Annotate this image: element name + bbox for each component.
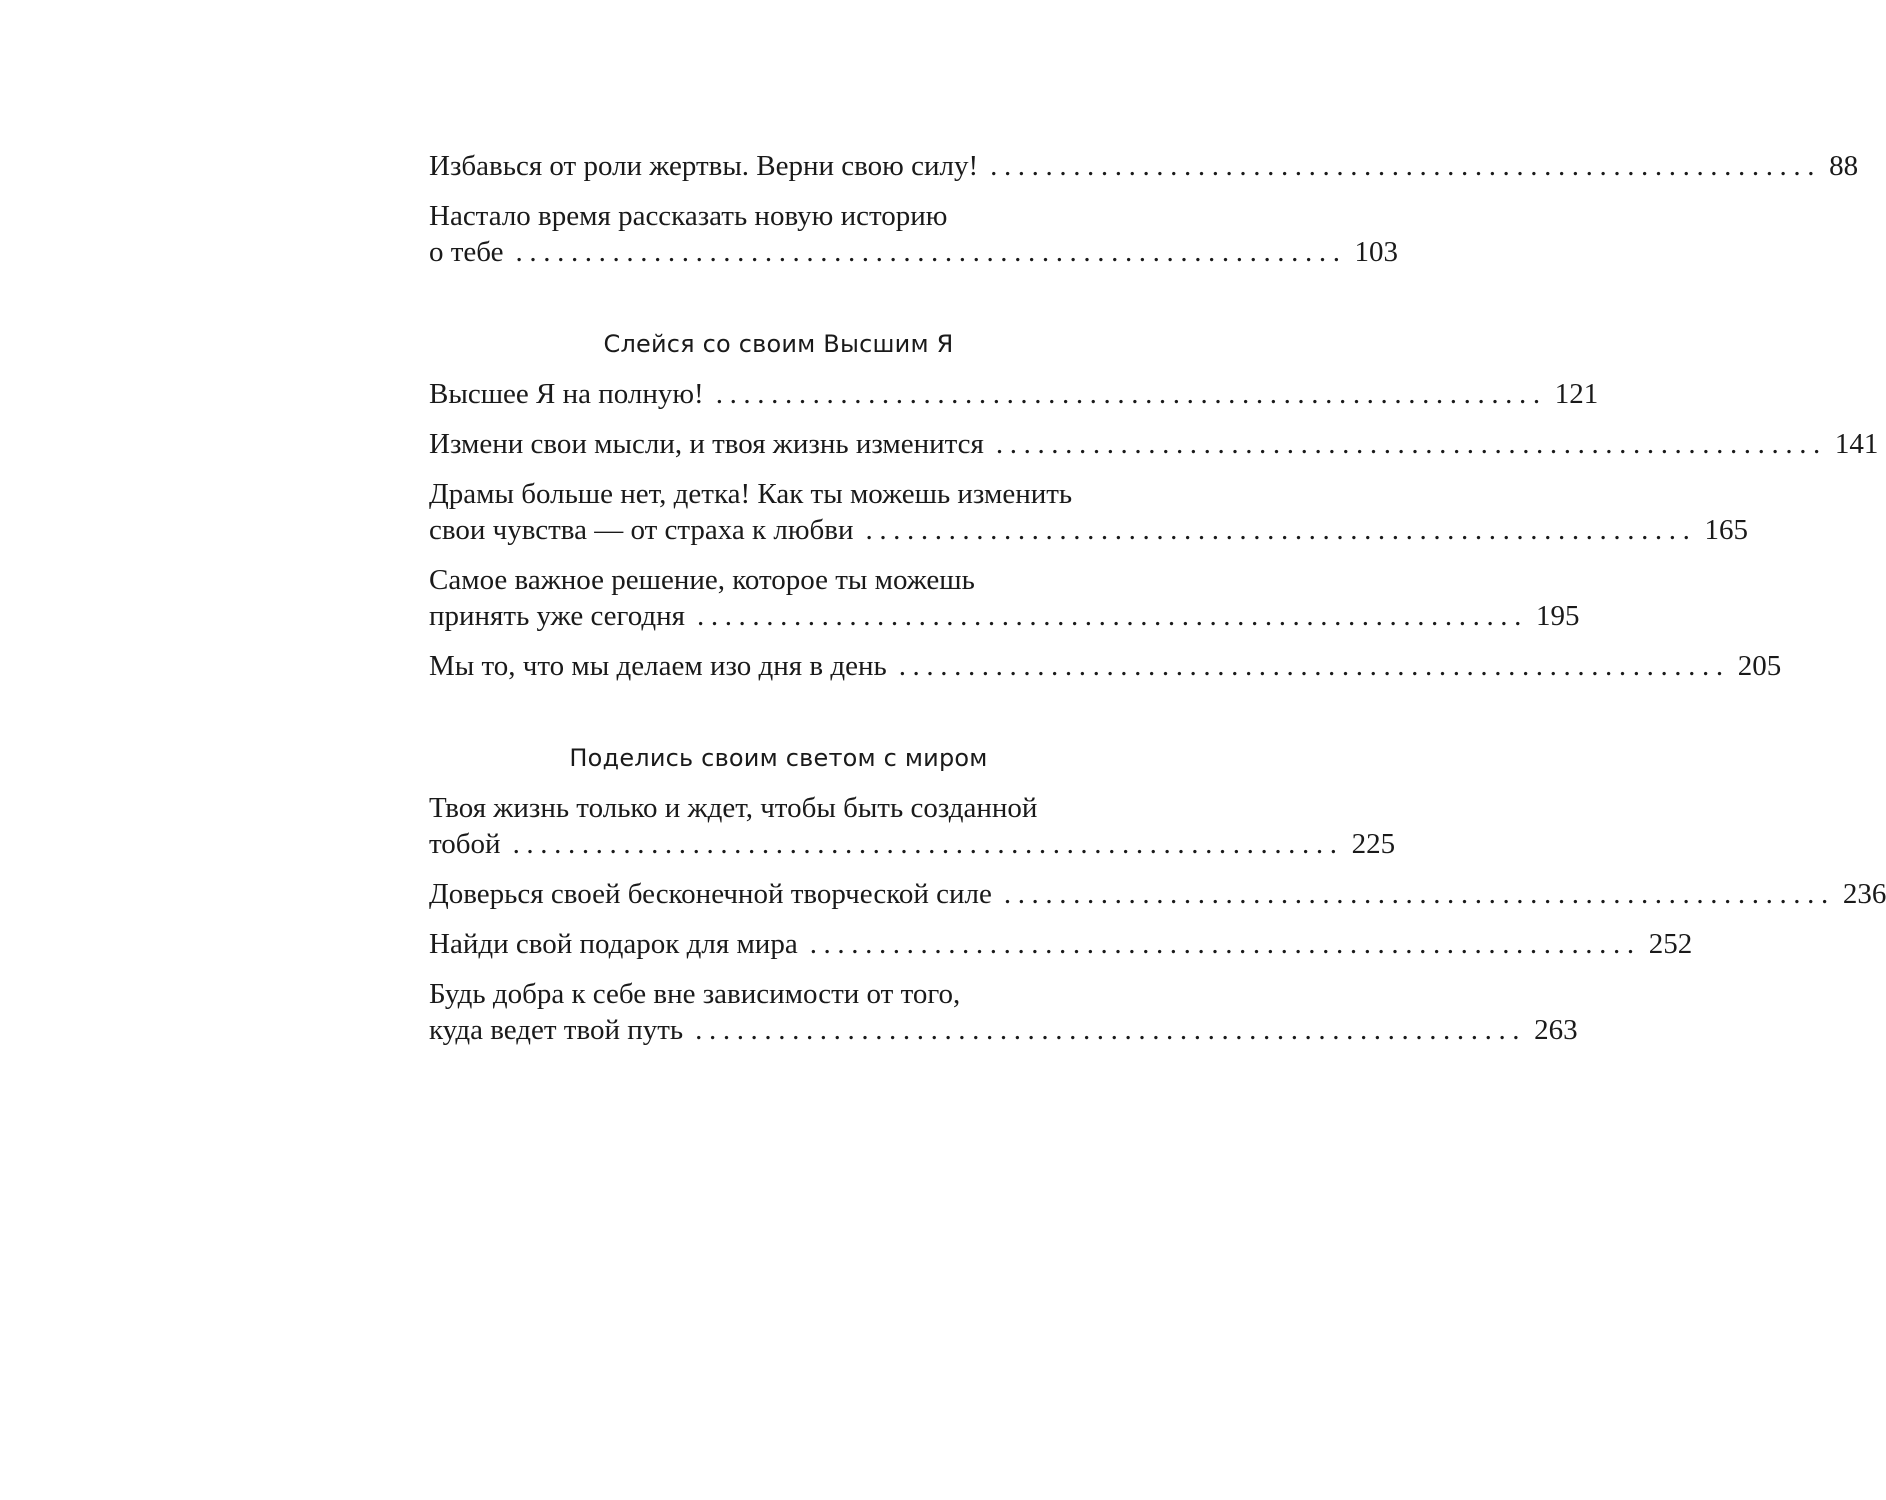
toc-page-number: 236 bbox=[1842, 878, 1886, 910]
toc-entry bbox=[429, 198, 1399, 270]
toc-entry-last-line bbox=[429, 376, 1599, 412]
toc-entry-last-line bbox=[429, 598, 1580, 634]
toc-page-number: 141 bbox=[1834, 428, 1879, 460]
toc-entry-title: Избавься от роли жертвы. Верни свою силу! bbox=[429, 150, 979, 182]
toc-entry-title: Доверься своей бесконечной творческой силе bbox=[429, 878, 992, 910]
toc-entry bbox=[429, 148, 1859, 184]
toc-entry-title: Мы то, что мы делаем изо дня в день bbox=[429, 650, 887, 682]
toc-entry-title: принять уже сегодня bbox=[429, 600, 685, 632]
toc-entry-title-line: Твоя жизнь только и ждет, чтобы быть созданной bbox=[429, 792, 1038, 824]
toc-entry bbox=[429, 790, 1396, 862]
dot-leader: ............................................................ bbox=[515, 236, 1347, 268]
dot-leader: ............................................................ bbox=[865, 514, 1697, 546]
toc-entry-last-line bbox=[429, 648, 1782, 684]
toc-entry-title: куда ведет твой путь bbox=[429, 1014, 684, 1046]
dot-leader: ............................................................ bbox=[715, 378, 1547, 410]
toc-entry-title: Найди свой подарок для мира bbox=[429, 928, 798, 960]
toc-entry bbox=[429, 876, 1886, 912]
toc-entry bbox=[429, 926, 1693, 962]
toc-entry-title: тобой bbox=[429, 828, 501, 860]
toc-entry-title-line: Будь добра к себе вне зависимости от того, bbox=[429, 978, 961, 1010]
toc-page-number: 88 bbox=[1829, 150, 1859, 182]
table-of-contents bbox=[429, 148, 1886, 1062]
toc-entry-title: свои чувства — от страха к любви bbox=[429, 514, 854, 546]
section-heading: Слейся со своим Высшим Я bbox=[603, 330, 954, 358]
toc-entry bbox=[429, 562, 1580, 634]
toc-entry bbox=[429, 476, 1748, 548]
toc-page-number: 103 bbox=[1354, 236, 1399, 268]
toc-entry-title: Высшее Я на полную! bbox=[429, 378, 704, 410]
toc-page-number: 263 bbox=[1534, 1014, 1578, 1046]
toc-page-number: 205 bbox=[1737, 650, 1782, 682]
dot-leader: ............................................................ bbox=[695, 1014, 1527, 1046]
toc-entry bbox=[429, 648, 1782, 684]
toc-entry-title: о тебе bbox=[429, 236, 504, 268]
toc-entry-title: Измени свои мысли, и твоя жизнь изменится bbox=[429, 428, 984, 460]
toc-entry bbox=[429, 426, 1879, 462]
toc-entry-title-line: Настало время рассказать новую историю bbox=[429, 200, 948, 232]
toc-entry bbox=[429, 976, 1578, 1048]
toc-entry bbox=[429, 376, 1599, 412]
toc-entry-last-line bbox=[429, 148, 1859, 184]
toc-entry-last-line bbox=[429, 1012, 1578, 1048]
dot-leader: ............................................................ bbox=[697, 600, 1528, 632]
toc-page-number: 225 bbox=[1351, 828, 1396, 860]
toc-page-number: 165 bbox=[1704, 514, 1748, 546]
toc-entry-title-line: Драмы больше нет, детка! Как ты можешь изменить bbox=[429, 478, 1073, 510]
toc-entry-last-line bbox=[429, 926, 1693, 962]
toc-entry-title-line: Самое важное решение, которое ты можешь bbox=[429, 564, 975, 596]
dot-leader: ............................................................ bbox=[898, 650, 1730, 682]
toc-page-number: 252 bbox=[1648, 928, 1693, 960]
dot-leader: ............................................................ bbox=[512, 828, 1344, 860]
toc-page-number: 121 bbox=[1554, 378, 1599, 410]
dot-leader: ............................................................ bbox=[809, 928, 1641, 960]
dot-leader: ............................................................ bbox=[995, 428, 1827, 460]
dot-leader: ............................................................ bbox=[990, 150, 1822, 182]
toc-entry-last-line bbox=[429, 426, 1879, 462]
toc-entry-last-line bbox=[429, 512, 1748, 548]
toc-page-number: 195 bbox=[1536, 600, 1580, 632]
toc-entry-last-line bbox=[429, 826, 1396, 862]
section-heading: Поделись своим светом с миром bbox=[569, 744, 988, 772]
dot-leader: ............................................................ bbox=[1003, 878, 1835, 910]
toc-entry-last-line bbox=[429, 876, 1886, 912]
toc-entry-last-line bbox=[429, 234, 1399, 270]
